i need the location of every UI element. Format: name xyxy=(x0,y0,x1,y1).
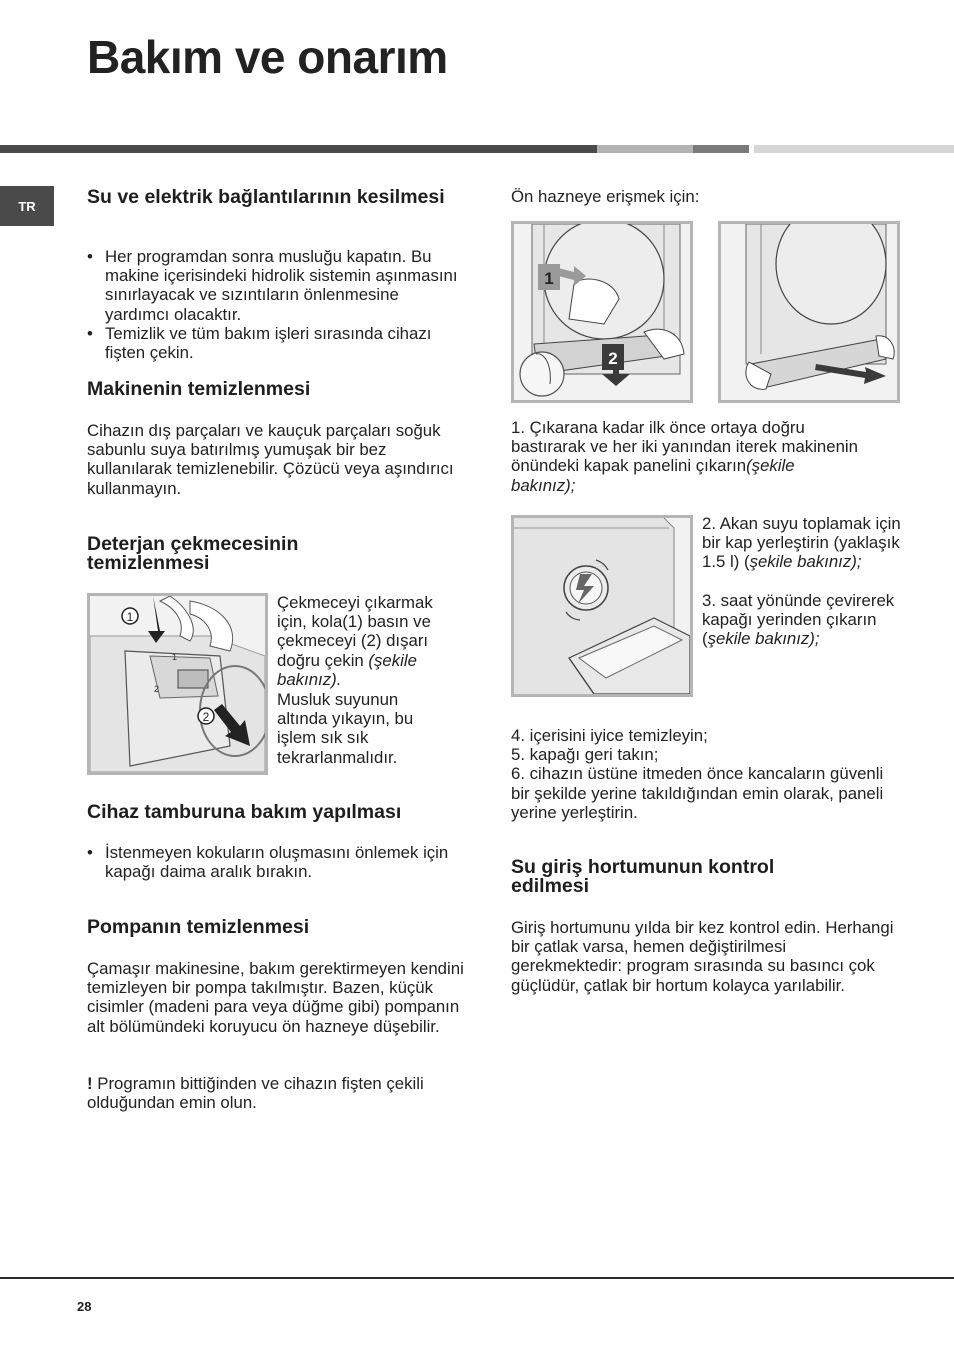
step-5: 5. kapağı geri takın; xyxy=(511,745,659,765)
drawer-text-b: Musluk suyunun altında yıkayın, bu işlem sık sık tekrarlanmalıdır. xyxy=(277,690,414,767)
drawer-text-a xyxy=(277,593,467,689)
list-item: • İstenmeyen kokuların oluşmasını önlemek için kapağı daima aralık bırakın. xyxy=(87,843,472,881)
step-2 xyxy=(702,514,902,572)
heading-pump-cleaning: Pompanın temizlenmesi xyxy=(87,916,310,938)
step-1 xyxy=(511,418,861,495)
warning-mark: ! xyxy=(87,1074,93,1093)
disconnect-list xyxy=(87,247,462,362)
drawer-text-a-main: Çekmeceyi çıkarmak için, kola(1) basın ve çekmeceyi (2) dışarı doğru çekin xyxy=(277,593,433,670)
heading-drawer-cleaning: Deterjan çekmecesinin temizlenmesi xyxy=(87,533,299,574)
list-item: • Her programdan sonra musluğu kapatın. Bu makine içerisindeki hidrolik sistemin aşınmasını sınırlayacak ve sızıntıların önlenmesine yardımcı olacaktır. xyxy=(87,247,462,324)
machine-cleaning-text: Cihazın dış parçaları ve kauçuk parçaları soğuk sabunlu suya batırılmış yumuşak bir bez kullanılarak temizlenebilir. Çözücü veya aşındırıcı kullanmayın. xyxy=(87,421,454,498)
panel-press-illustration xyxy=(514,224,690,400)
heading-disconnect: Su ve elektrik bağlantılarının kesilmesi xyxy=(87,186,445,208)
step-6: 6. cihazın üstüne itmeden önce kancaların güvenli bir şekilde yerine takıldığından emin olarak, paneli yerine yerleştirin. xyxy=(511,764,884,822)
pump-cleaning-text: Çamaşır makinesine, bakım gerektirmeyen kendini temizleyen bir pompa takılmıştır. Bazen, küçük cisimler (madeni para veya düğme gibi) pompanın alt bölümündeki koruyucu ön hazneye düşebilir. xyxy=(87,959,464,1036)
drawer-mark-2: 2 xyxy=(154,684,160,694)
header-bar-mid xyxy=(693,145,749,153)
panel-pull-illustration xyxy=(721,224,897,400)
panel-removal-figure-1 xyxy=(511,221,693,403)
step-4: 4. içerisini iyice temizleyin; xyxy=(511,726,708,745)
drawer-illustration xyxy=(90,596,265,772)
panel-callout-2: 2 xyxy=(608,349,618,368)
header-bar-light xyxy=(597,145,693,153)
list-item: • Temizlik ve tüm bakım işleri sırasında cihazı fişten çekin. xyxy=(87,324,462,362)
drawer-figure xyxy=(87,593,268,775)
heading-drum-care: Cihaz tamburuna bakım yapılması xyxy=(87,801,402,823)
drawer-mark-1: 1 xyxy=(172,652,178,662)
pump-warning xyxy=(87,1074,482,1112)
prefilter-intro: Ön hazneye erişmek için: xyxy=(511,187,700,206)
drawer-callout-1: 1 xyxy=(126,610,134,624)
pump-cover-figure xyxy=(511,515,693,697)
drum-care-list xyxy=(87,843,472,881)
step-3-ref: şekile bakınız xyxy=(707,629,810,649)
step-3 xyxy=(702,591,902,649)
warning-text: Programın bittiğinden ve cihazın fişten çekili olduğundan emin olun. xyxy=(87,1074,424,1113)
step-3-main: 3. saat yönünde çevirerek kapağı yerinden çıkarın ( xyxy=(702,591,895,649)
heading-hose-check: Su giriş hortumunun kontrol edilmesi xyxy=(511,856,775,897)
language-tab: TR xyxy=(0,186,54,226)
panel-removal-figure-2 xyxy=(718,221,900,403)
panel-callout-1: 1 xyxy=(544,269,554,288)
step-2-main: 2. Akan suyu toplamak için bir kap yerleştirin (yaklaşık 1.5 l) ( xyxy=(702,514,901,572)
step-2-end: ); xyxy=(851,552,862,572)
header-bar-pale xyxy=(754,145,954,153)
step-1-ref: (şekile bakınız); xyxy=(511,456,795,495)
page-number: 28 xyxy=(77,1299,92,1314)
header-bar-dark xyxy=(0,145,597,153)
step-1-main: 1. Çıkarana kadar ilk önce ortaya doğru bastırarak ve her iki yanından iterek makinenin önündeki kapak panelini çıkarın xyxy=(511,418,858,476)
hose-check-text: Giriş hortumunu yılda bir kez kontrol edin. Herhangi bir çatlak varsa, hemen değiştirilmesi gerekmektedir: program sırasında su basıncı çok güçlüdür, çatlak bir hortum kolayca yarılabilir. xyxy=(511,918,894,995)
pump-cover-illustration xyxy=(514,518,690,694)
footer-rule xyxy=(0,1277,954,1279)
page-title: Bakım ve onarım xyxy=(87,31,448,83)
heading-machine-cleaning: Makinenin temizlenmesi xyxy=(87,378,311,400)
drawer-callout-2: 2 xyxy=(202,710,210,724)
steps-rest xyxy=(511,726,896,822)
drawer-text-a-ref: (şekile bakınız). xyxy=(277,650,417,689)
step-2-ref: şekile bakınız xyxy=(749,552,852,572)
step-3-end: ); xyxy=(809,629,820,649)
